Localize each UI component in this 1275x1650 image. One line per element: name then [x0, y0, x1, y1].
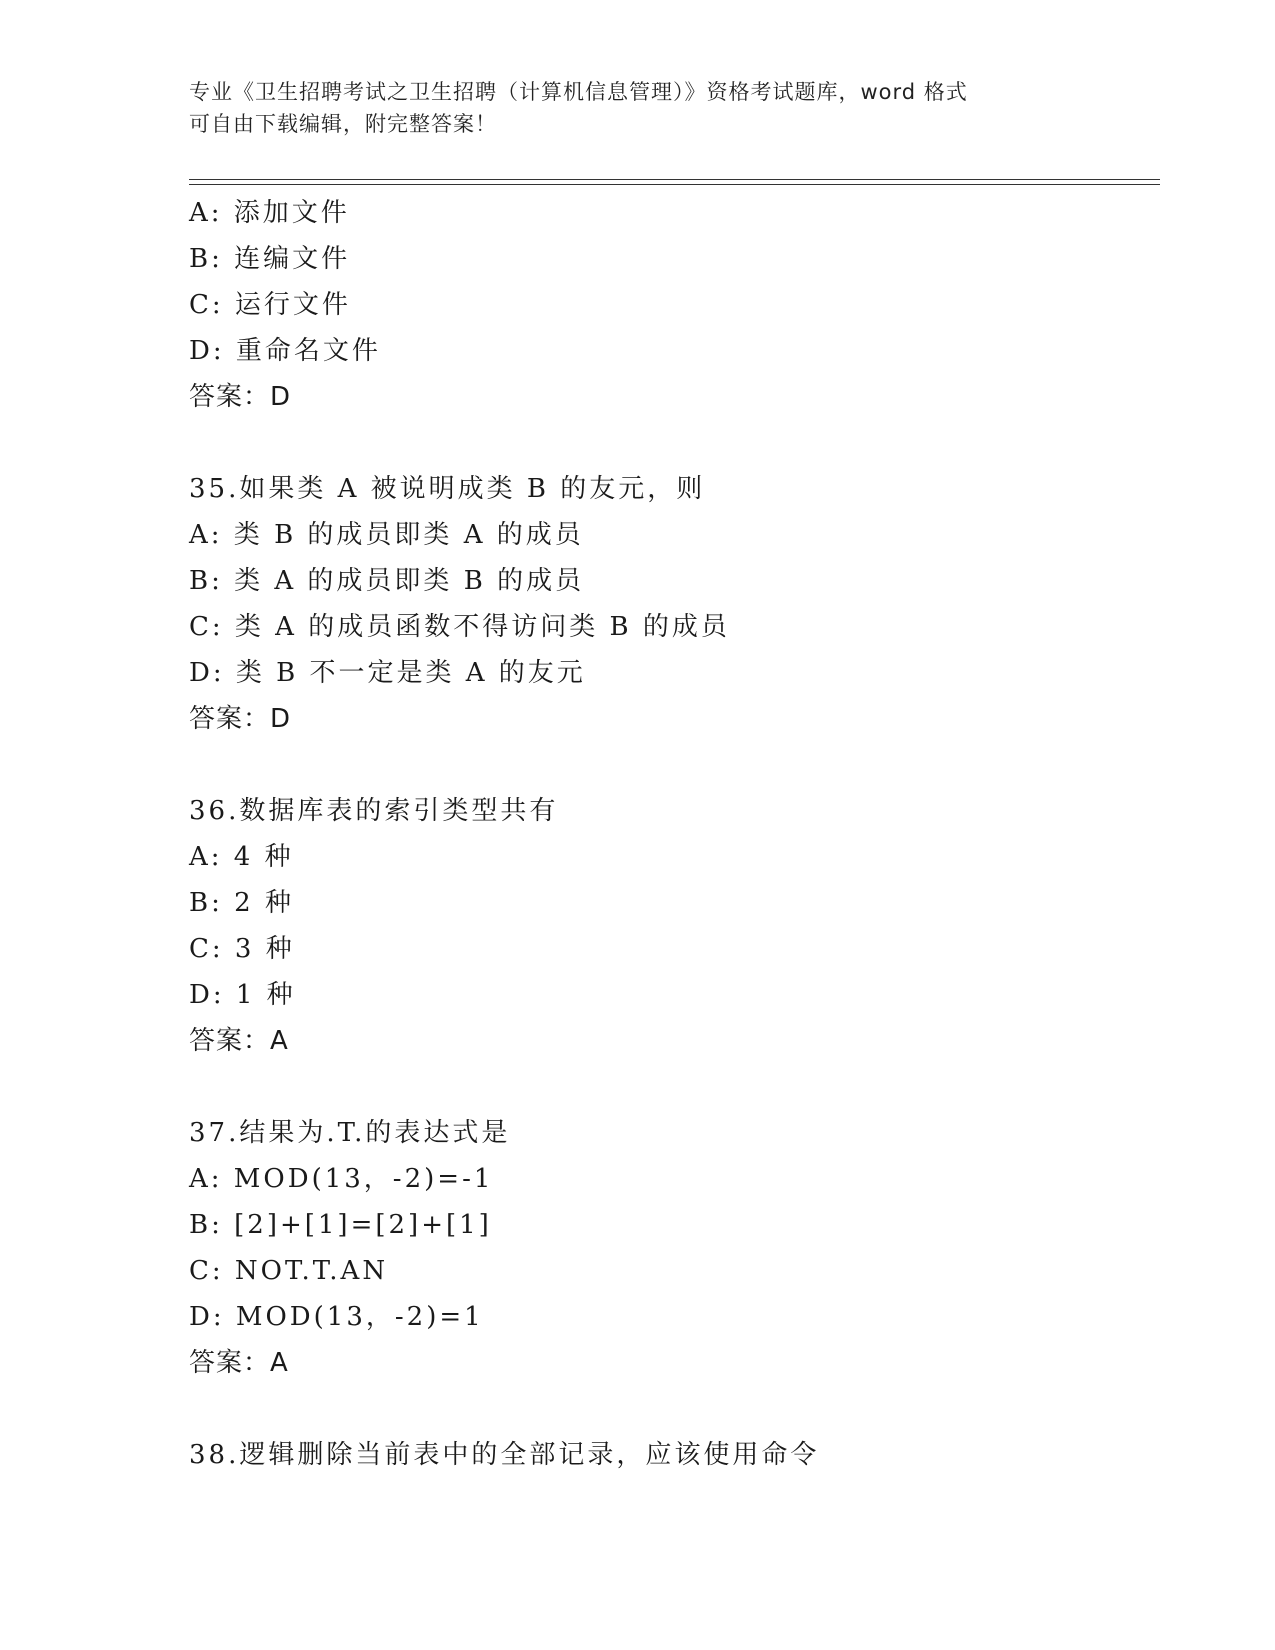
- option-b: B: 连编文件: [189, 244, 351, 274]
- option-b: B: [2]+[1]=[2]+[1]: [189, 1210, 492, 1240]
- option-b: B: 2 种: [189, 888, 294, 918]
- option-a: A: 添加文件: [189, 198, 350, 228]
- header-line-2: 可自由下载编辑，附完整答案！: [189, 112, 497, 136]
- question-block-34: [189, 190, 1139, 420]
- question-title: 35.如果类 A 被说明成类 B 的友元，则: [189, 474, 706, 504]
- option-a: A: 4 种: [189, 842, 294, 872]
- question-block-37: [189, 1110, 1139, 1386]
- spacer: [189, 1386, 1139, 1432]
- header-divider-top: [189, 179, 1160, 180]
- answer-line: 答案：A: [189, 1348, 289, 1378]
- answer-line: 答案：D: [189, 704, 292, 734]
- option-d: D: MOD(13，-2)=1: [189, 1302, 484, 1332]
- question-title: 37.结果为.T.的表达式是: [189, 1118, 511, 1148]
- option-d: D: 重命名文件: [189, 336, 381, 366]
- header-line-1: 专业《卫生招聘考试之卫生招聘（计算机信息管理）》资格考试题库，word 格式: [189, 80, 968, 104]
- spacer: [189, 420, 1139, 466]
- document-header: [189, 76, 1089, 140]
- option-c: C: 3 种: [189, 934, 295, 964]
- option-b: B: 类 A 的成员即类 B 的成员: [189, 566, 585, 596]
- question-list: [189, 190, 1139, 1478]
- question-block-35: [189, 466, 1139, 742]
- spacer: [189, 1064, 1139, 1110]
- question-block-36: [189, 788, 1139, 1064]
- answer-line: 答案：D: [189, 382, 292, 412]
- option-c: C: 运行文件: [189, 290, 351, 320]
- option-c: C: 类 A 的成员函数不得访问类 B 的成员: [189, 612, 730, 642]
- option-a: A: MOD(13，-2)=-1: [189, 1164, 494, 1194]
- answer-line: 答案：A: [189, 1026, 289, 1056]
- option-d: D: 1 种: [189, 980, 296, 1010]
- option-d: D: 类 B 不一定是类 A 的友元: [189, 658, 586, 688]
- header-divider-bottom: [189, 184, 1160, 185]
- question-title: 36.数据库表的索引类型共有: [189, 796, 559, 826]
- spacer: [189, 742, 1139, 788]
- question-block-38: [189, 1432, 1139, 1478]
- option-a: A: 类 B 的成员即类 A 的成员: [189, 520, 584, 550]
- option-c: C: NOT.T.AN: [189, 1256, 389, 1286]
- question-title: 38.逻辑删除当前表中的全部记录，应该使用命令: [189, 1440, 820, 1470]
